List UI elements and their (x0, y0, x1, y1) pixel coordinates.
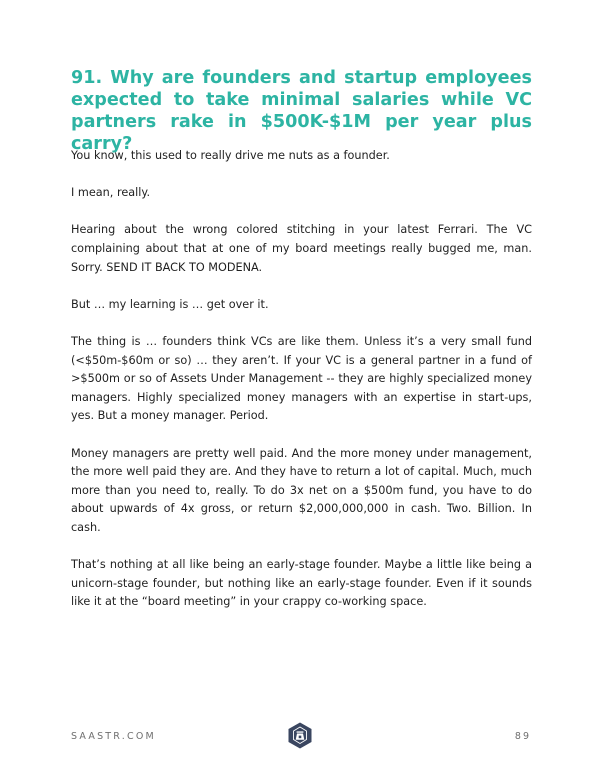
paragraph: I mean, really. (71, 186, 151, 200)
saastr-logo-icon (288, 722, 312, 749)
page-number: 89 (514, 731, 531, 742)
chapter-heading: 91. Why are founders and startup employees expected to take minimal salaries while VC partners rake in $500K-$1M per year plus carry? (71, 68, 532, 154)
paragraph: But … my learning is … get over it. (71, 297, 269, 311)
paragraph: Hearing about the wrong colored stitching in your latest Ferrari. The VC complaining about that at one of my board meetings really bugged me, man. Sorry. SEND IT BACK TO MODENA. (71, 223, 532, 274)
paragraph: Money managers are pretty well paid. And the more money under management, the more well paid they are. And they have to return a lot of capital. Much, much more than you need to, really. To do 3x net on a $500m fund, you have to do about upwards of 4x gross, or return $2,000,000,000 in cash. Two. Billion. In cash. (71, 446, 532, 534)
paragraph: You know, this used to really drive me nuts as a founder. (71, 149, 390, 162)
body-text (71, 147, 532, 630)
paragraph: That’s nothing at all like being an early-stage founder. Maybe a little like being a unicorn-stage founder, but nothing like an early-stage founder. Even if it sounds like it at the “board meeting” in your crappy co-working space. (71, 558, 532, 609)
paragraph: The thing is … founders think VCs are like them. Unless it’s a very small fund (<$50m-$60m or so) … they aren’t. If your VC is a general partner in a fund of >$500m or so of Assets Under Management -- they are highly specialized money managers. Highly specialized money managers with an expertise in start-ups, yes. But a money manager. Period. (71, 334, 532, 423)
footer-site-label: SAASTR.COM (71, 731, 156, 742)
